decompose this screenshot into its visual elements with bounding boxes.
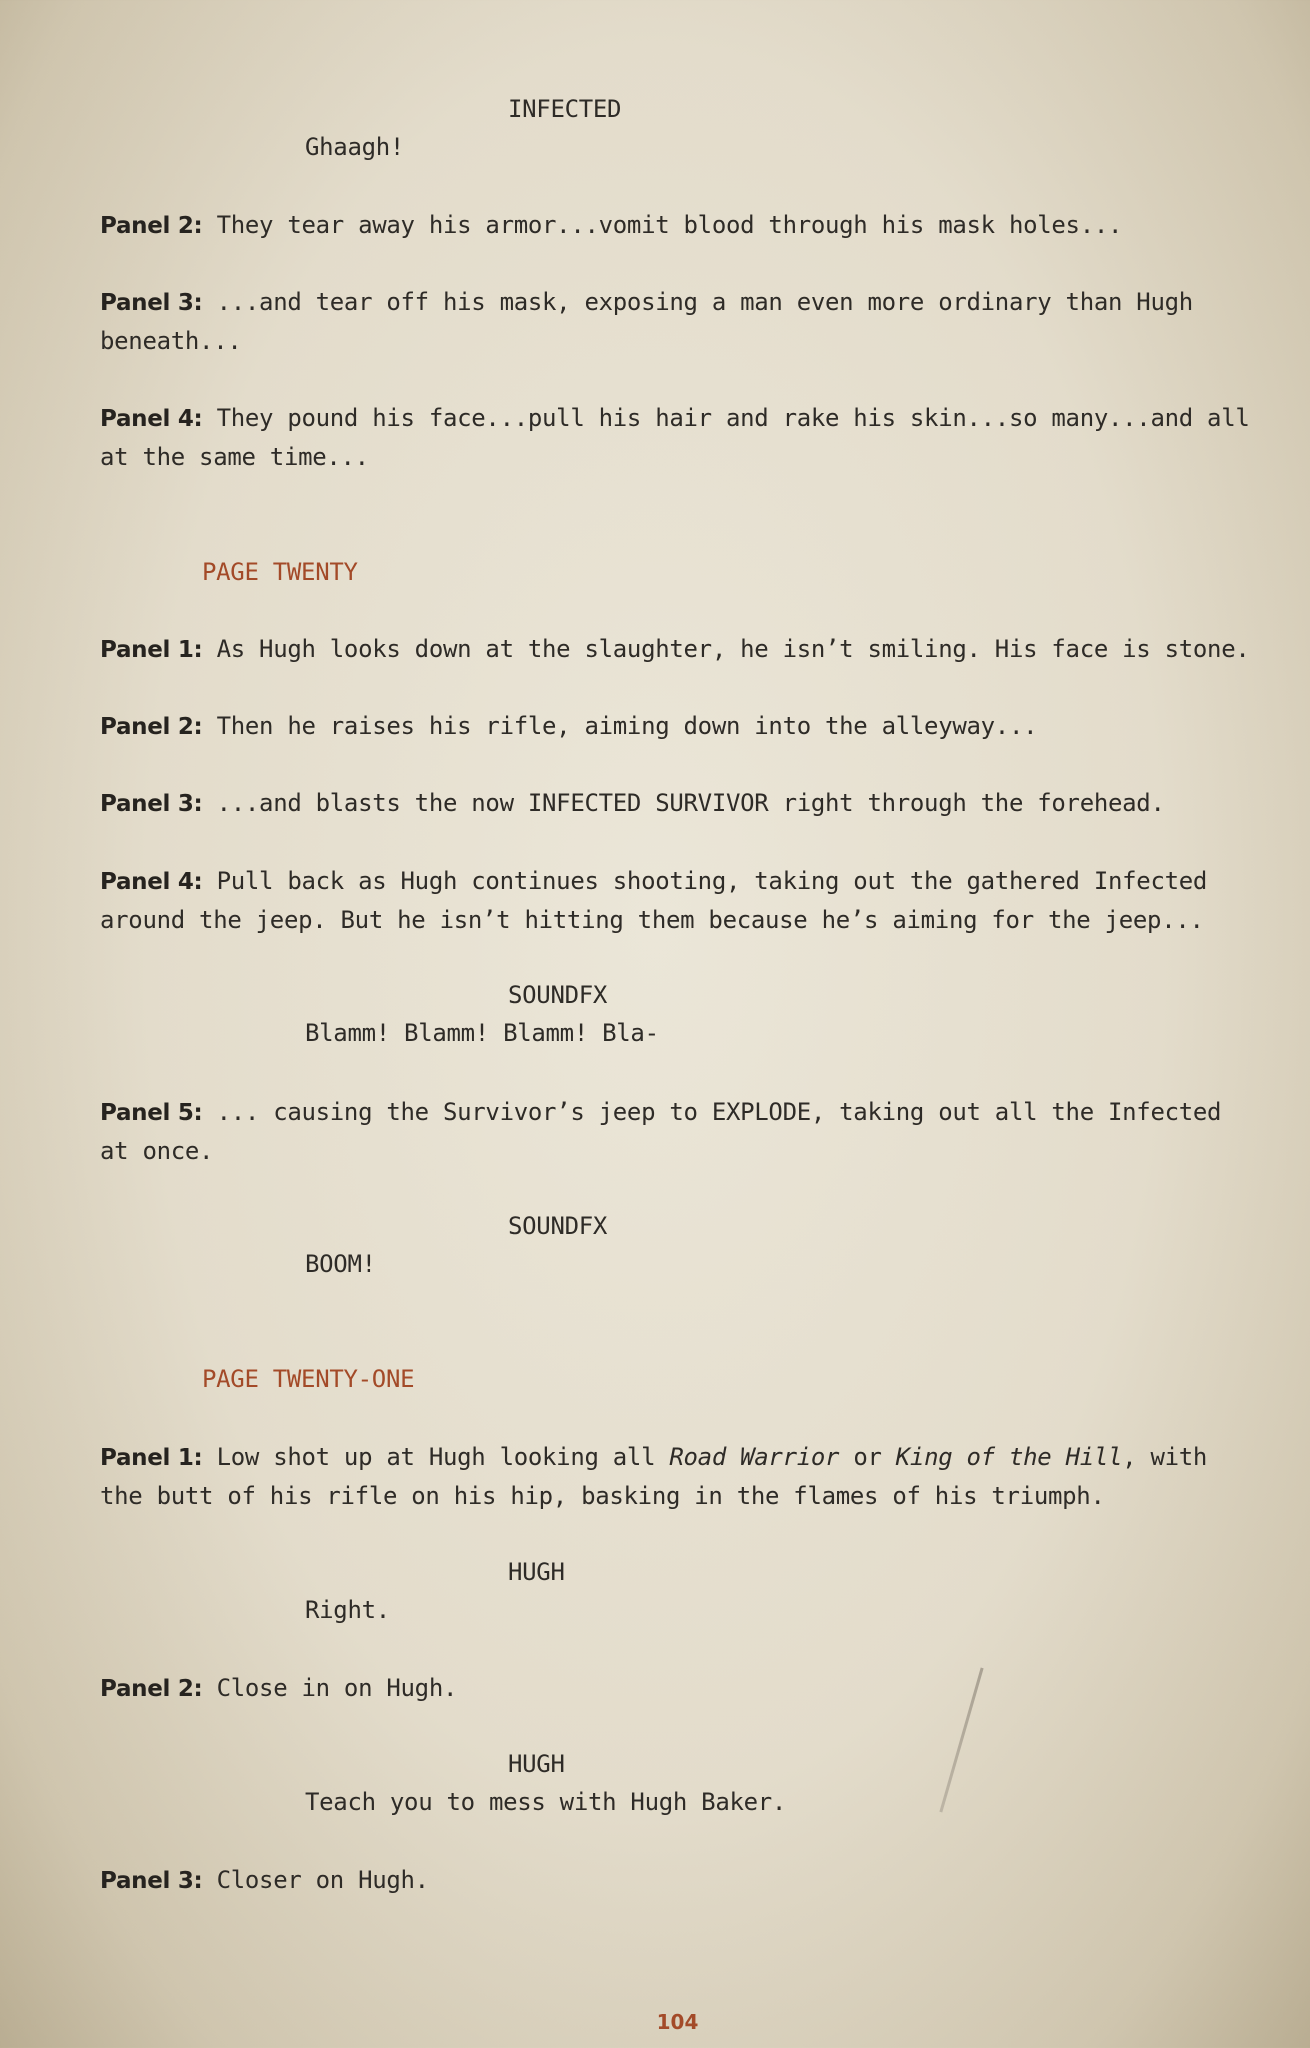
panel-text: They pound his face...pull his hair and rake his skin...so many...and all at the same time...: [100, 404, 1250, 471]
panel-text: Closer on Hugh.: [216, 1866, 429, 1894]
panel-label: Panel 3:: [100, 791, 203, 817]
speaker-soundfx: SOUNDFX: [508, 981, 608, 1009]
panel-label: Panel 5:: [100, 1100, 203, 1126]
panel-label: Panel 1:: [100, 1445, 203, 1471]
speaker-soundfx: SOUNDFX: [508, 1212, 608, 1240]
page-number: 104: [656, 2010, 699, 2034]
dialog-line: Teach you to mess with Hugh Baker.: [305, 1788, 787, 1816]
panel-description: [100, 784, 1250, 823]
panel-description: [100, 206, 1250, 245]
panel-description: [100, 1669, 1250, 1708]
panel-label: Panel 1:: [100, 637, 203, 663]
panel-text: Close in on Hugh.: [216, 1674, 458, 1702]
panel-text: Then he raises his rifle, aiming down into the alleyway...: [216, 712, 1038, 740]
panel-text: They tear away his armor...vomit blood through his mask holes...: [216, 211, 1123, 239]
italic-title: King of the Hill: [895, 1443, 1123, 1471]
dialog-line: Blamm! Blamm! Blamm! Bla-: [305, 1019, 659, 1047]
panel-label: Panel 4:: [100, 869, 203, 895]
panel-text: ...and tear off his mask, exposing a man even more ordinary than Hugh beneath...: [100, 288, 1193, 355]
panel-description: [100, 630, 1250, 669]
panel-description: [100, 399, 1250, 476]
panel-label: Panel 3:: [100, 1868, 203, 1894]
panel-text: or: [839, 1443, 896, 1471]
panel-description: [100, 1093, 1250, 1170]
panel-label: Panel 2:: [100, 714, 203, 740]
dialog-line: BOOM!: [305, 1250, 376, 1278]
panel-description: [100, 1438, 1250, 1515]
panel-text: ...and blasts the now INFECTED SURVIVOR right through the forehead.: [216, 789, 1165, 817]
panel-label: Panel 3:: [100, 290, 203, 316]
speaker-hugh: HUGH: [508, 1750, 565, 1778]
dialog-line: Ghaagh!: [305, 133, 405, 161]
dialog-line: Right.: [305, 1596, 390, 1624]
panel-description: [100, 283, 1250, 360]
panel-text: ... causing the Survivor’s jeep to EXPLODE, taking out all the Infected at once.: [100, 1098, 1222, 1165]
page-heading: PAGE TWENTY-ONE: [202, 1365, 415, 1393]
panel-text: , with the butt of his rifle on his hip, basking in the flames of his triumph.: [100, 1443, 1208, 1510]
panel-label: Panel 4:: [100, 406, 203, 432]
panel-description: [100, 707, 1250, 746]
panel-text: As Hugh looks down at the slaughter, he isn’t smiling. His face is stone.: [216, 635, 1250, 663]
panel-description: [100, 862, 1250, 939]
panel-text: Low shot up at Hugh looking all: [216, 1443, 670, 1471]
speaker-hugh: HUGH: [508, 1558, 565, 1586]
panel-label: Panel 2:: [100, 1676, 203, 1702]
speaker-infected: INFECTED: [508, 95, 622, 123]
panel-description: [100, 1861, 1250, 1900]
panel-text: Pull back as Hugh continues shooting, taking out the gathered Infected around the jeep. But he isn’t hitting them because he’s aiming for the jeep...: [100, 867, 1208, 934]
panel-label: Panel 2:: [100, 213, 203, 239]
page-heading: PAGE TWENTY: [202, 558, 358, 586]
italic-title: Road Warrior: [669, 1443, 840, 1471]
